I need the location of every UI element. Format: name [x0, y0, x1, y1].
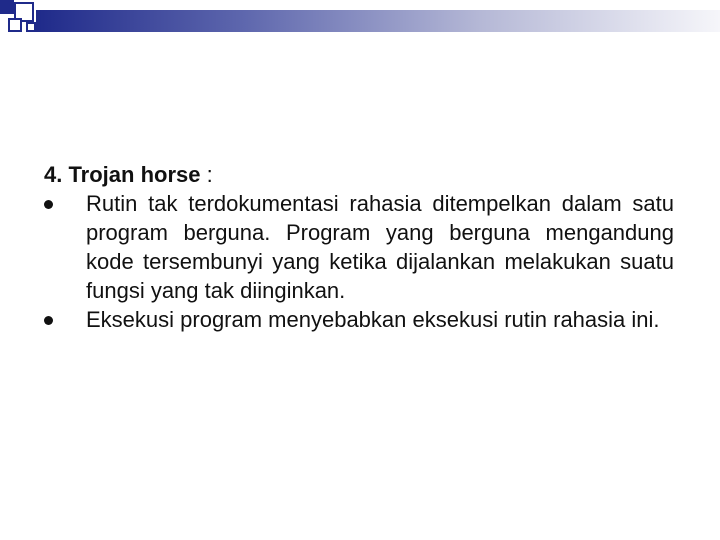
- bullet-list: [44, 189, 674, 334]
- bullet-item: [44, 305, 674, 334]
- bullet-text: Eksekusi program menyebabkan eksekusi rutin rahasia ini.: [86, 307, 660, 332]
- decorative-square-icon: [0, 0, 14, 14]
- bullet-dot-icon: [44, 316, 53, 325]
- decorative-square-outline-icon: [26, 22, 36, 32]
- decorative-square-outline-icon: [8, 18, 22, 32]
- heading-colon: :: [200, 162, 213, 187]
- bullet-dot-icon: [44, 200, 53, 209]
- bullet-item: [44, 189, 674, 305]
- header-gradient-bar: [36, 10, 720, 32]
- heading-title: 4. Trojan horse: [44, 162, 201, 187]
- slide-heading: [44, 160, 674, 189]
- slide-content: [44, 160, 674, 334]
- bullet-text: Rutin tak terdokumentasi rahasia ditempelkan dalam satu program berguna. Program yang berguna mengandung kode tersembunyi yang ketika dijalankan melakukan suatu fungsi yang tak diinginkan.: [86, 191, 674, 303]
